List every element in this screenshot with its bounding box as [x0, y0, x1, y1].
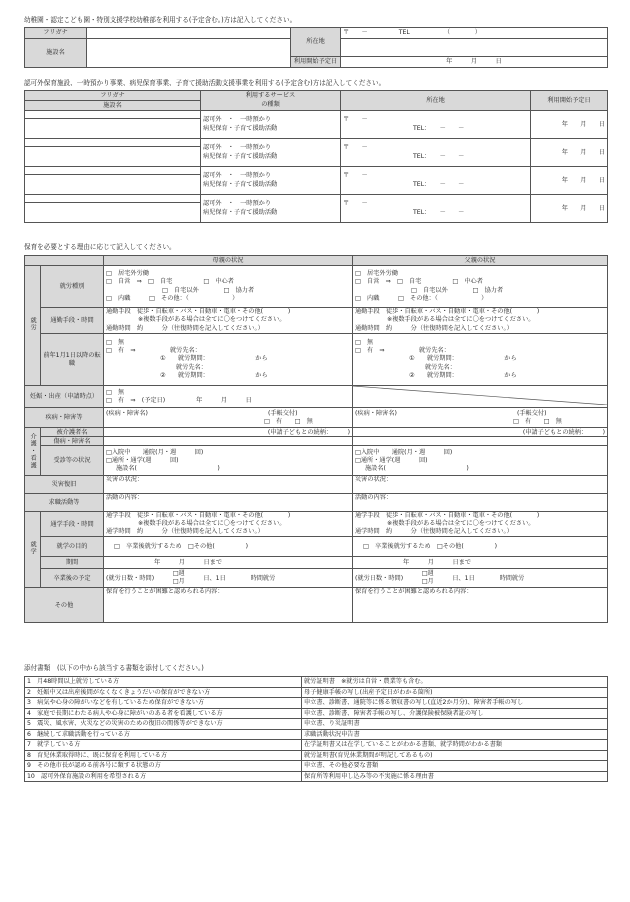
father-caree[interactable]: (申請子どもとの続柄： )	[353, 428, 608, 437]
father-kara-1: から	[504, 355, 517, 363]
s2-r2-postal: 〒 －	[343, 144, 368, 152]
furigana-label: フリガナ	[25, 28, 87, 39]
section1-heading: 幼稚園・認定こども園・特別支援学校幼稚部を利用する(予定含む。)方は記入してください。	[24, 16, 297, 24]
father-disaster[interactable]: 災害の状況：	[353, 476, 608, 494]
mother-sc-time[interactable]: 約 分（往復時間を記入してください。）	[136, 528, 264, 536]
section3-heading: 保育を必要とする理由に応じて記入してください。	[24, 243, 176, 251]
s2-facility-label: 施設名	[25, 101, 201, 111]
start-date-input[interactable]: 年 月 日	[341, 57, 608, 68]
attachment-row	[25, 750, 608, 761]
s2-r3-service-b: 病児保育・子育て援助活動	[203, 180, 278, 188]
attachment-document: 申立書、その他必要な書類	[302, 761, 608, 772]
mother-commute-options[interactable]: 徒歩・自転車・バス・自動車・電車・その他( )	[136, 308, 291, 316]
father-change-yes[interactable]: □ 有 ⇒	[355, 347, 385, 355]
father-pregnancy-na	[353, 386, 608, 408]
father-prev-period-1: 就労期間：	[426, 355, 455, 363]
disaster-label: 災害復旧	[25, 476, 104, 494]
start-date-label-text: 利用開始予定日	[293, 58, 338, 66]
father-sc-note: ※複数手段がある場合は全てに〇をつけてください。	[387, 520, 535, 528]
school-label	[25, 512, 41, 588]
father-facility-use[interactable]: □通所・通学(週 回)	[355, 456, 428, 464]
mother-jobhunt[interactable]: 活動の内容：	[104, 494, 353, 512]
school-period-label: 期間	[41, 557, 104, 569]
mother-option-piecework[interactable]: □ 内職	[106, 294, 131, 302]
unlicensed-section	[24, 90, 608, 223]
service-type-label-2: の種類	[261, 100, 280, 108]
s2-r2-service[interactable]	[201, 139, 341, 167]
attachment-document: 就労証明書 ※就労は自営・農業等も含む。	[302, 677, 608, 688]
mother-sc-options[interactable]: 徒歩・自転車・バス・自動車・電車・その他( )	[136, 512, 291, 520]
father-prev-name-2: 就労先名：	[425, 363, 456, 371]
father-illness[interactable]	[353, 408, 608, 428]
mother-caree[interactable]: (申請子どもとの続柄： )	[104, 428, 353, 437]
mother-option-chief[interactable]: □ 中心者	[203, 278, 234, 286]
attachment-row	[25, 719, 608, 730]
service-type-label-1: 利用するサービス	[245, 92, 296, 100]
illness-label: 疾病・障害等	[25, 408, 104, 428]
attachment-document: 申立書、り災証明書	[302, 719, 608, 730]
father-sc-time-label: 通学時間	[355, 528, 380, 536]
mother-facility-name[interactable]: 施設名( )	[116, 464, 220, 472]
mother-commute-time-label: 通勤時間	[106, 324, 131, 332]
mother-handbook: (手帳交付)	[267, 409, 298, 417]
father-after-graduation[interactable]	[353, 569, 608, 588]
father-after-hours: 時間就労	[499, 575, 525, 583]
mother-option-self[interactable]: □ 自営 ⇒	[106, 278, 142, 286]
father-commute[interactable]	[353, 308, 608, 334]
mother-pregnancy[interactable]	[104, 386, 353, 408]
father-kara-2: から	[504, 371, 517, 379]
s2-r1-service-a: 認可外 ・ 一時預かり	[203, 116, 272, 124]
mother-circ-1: ①	[160, 355, 166, 363]
mother-commute-time[interactable]: 約 分（往復時間を記入してください。）	[136, 324, 264, 332]
attachment-reason: 3 病気や心身の障がいなどを有しているため保育ができない方	[25, 698, 302, 709]
location-label: 所在地	[291, 28, 341, 57]
employment-label-text: 就労	[29, 317, 37, 332]
attachment-document: 就労証明書(育児休業期間が明記してあるもの)	[302, 750, 608, 761]
mother-other[interactable]: 保育を行うことが困難と認められる内容：	[104, 588, 353, 623]
school-purpose-label: 就学の目的	[41, 537, 104, 557]
attachment-reason: 2 妊娠中又は出産後間がなくなくきょうだいの保育ができない方	[25, 687, 302, 698]
attachment-row	[25, 729, 608, 740]
father-hosp[interactable]: □入院中 通院(月・週 回)	[355, 448, 453, 456]
commute-label: 通勤手段・時間	[41, 308, 104, 334]
mother-care-status[interactable]	[104, 446, 353, 476]
mother-disease[interactable]	[104, 437, 353, 446]
mother-option-outside[interactable]: □ 居宅外労働	[106, 270, 149, 278]
reason-blank-header	[25, 256, 104, 266]
other-label: その他	[25, 588, 104, 623]
attachment-row	[25, 677, 608, 688]
mother-kara-1: から	[255, 355, 268, 363]
mother-after-week[interactable]: □週	[172, 570, 185, 578]
father-handbook: (手帳交付)	[516, 409, 547, 417]
postal-mark: 〒 －	[343, 29, 368, 37]
job-change-label: 前年1月1日以降の転職	[41, 334, 104, 386]
mother-prev-period-2: 就労期間：	[177, 371, 206, 379]
s2-location-label: 所在地	[341, 91, 531, 111]
s2-r3-service[interactable]	[201, 167, 341, 195]
mother-hosp[interactable]: □入院中 通院(月・週 回)	[106, 448, 204, 456]
attachments-section	[24, 676, 608, 782]
s2-r1-furigana[interactable]	[25, 111, 201, 119]
preg-none[interactable]: □ 無	[106, 388, 125, 396]
father-change-none[interactable]: □ 無	[355, 339, 374, 347]
mother-after-days: (就労日数・時間)	[106, 575, 155, 583]
attachment-row	[25, 761, 608, 772]
father-header: 父親の状況	[353, 256, 608, 266]
father-work-type[interactable]	[353, 266, 608, 308]
father-handbook-options[interactable]: □ 有 □ 無	[513, 417, 562, 425]
mother-option-home[interactable]: □ 自宅	[147, 278, 173, 286]
father-after-days: (就労日数・時間)	[355, 575, 404, 583]
father-option-helper[interactable]: □ 協力者	[472, 286, 504, 294]
attachment-document: 保育所等利用申し込み等の不実施に係る理由書	[302, 771, 608, 782]
father-option-self[interactable]: □ 自営 ⇒	[355, 278, 391, 286]
father-commute-means-label: 通勤手段	[355, 308, 380, 316]
work-type-label: 就労種別	[41, 266, 104, 308]
mother-after-day: 日、1日	[203, 575, 226, 583]
address-input[interactable]	[341, 39, 608, 57]
attachment-row	[25, 698, 608, 709]
attachment-row	[25, 740, 608, 751]
s2-r3-postal: 〒 －	[343, 172, 368, 180]
mother-job-change[interactable]	[104, 334, 353, 386]
care-label-text: 介護・看護	[29, 432, 37, 469]
father-care-status[interactable]	[353, 446, 608, 476]
s2-r2-service-a: 認可外 ・ 一時預かり	[203, 144, 272, 152]
s2-r3-facility[interactable]	[25, 175, 201, 195]
attachment-reason: 6 継続して求職活動を行っている方	[25, 729, 302, 740]
s2-r2-service-b: 病児保育・子育て援助活動	[203, 152, 278, 160]
attachment-reason: 10 認可外保育施設の利用を希望される方	[25, 771, 302, 782]
s2-r4-date[interactable]: 年 月 日	[531, 195, 608, 223]
care-status-label: 受診等の状況	[41, 446, 104, 476]
s2-r4-furigana[interactable]	[25, 195, 201, 203]
s2-furigana-label: フリガナ	[25, 91, 201, 101]
s2-r4-service-a: 認可外 ・ 一時預かり	[203, 200, 272, 208]
mother-circ-2: ②	[160, 371, 166, 379]
facility-name-label: 施設名	[25, 39, 87, 68]
attachment-reason: 7 就学している方	[25, 740, 302, 751]
father-other[interactable]: 保育を行うことが困難と認められる内容：	[353, 588, 608, 623]
mother-prev-period-1: 就労期間：	[177, 355, 206, 363]
father-school-period[interactable]: 年 月 日まで	[353, 557, 608, 569]
mother-school-purpose[interactable]: □ 卒業後就労するため □その他( )	[104, 537, 353, 557]
s2-r2-address[interactable]	[341, 139, 531, 167]
mother-commute[interactable]	[104, 308, 353, 334]
location-line[interactable]	[341, 28, 608, 39]
father-school-purpose[interactable]: □ 卒業後就労するため □その他( )	[353, 537, 608, 557]
s2-r4-facility[interactable]	[25, 203, 201, 223]
mother-commute-note: ※複数手段がある場合は全てに〇をつけてください。	[138, 316, 286, 324]
mother-prev-name-1: 就労先名：	[169, 347, 201, 355]
disease-label: 傷病・障害名	[41, 437, 104, 446]
father-option-home[interactable]: □ 自宅	[396, 278, 422, 286]
attachment-row	[25, 708, 608, 719]
father-after-day: 日、1日	[452, 575, 475, 583]
father-option-piecework[interactable]: □ 内職	[355, 294, 380, 302]
s2-r1-date[interactable]: 年 月 日	[531, 111, 608, 139]
father-circ-2: ②	[409, 371, 415, 379]
mother-illness[interactable]	[104, 408, 353, 428]
attachment-reason: 1 月48時間以上就労している方	[25, 677, 302, 688]
attachment-document: 求職活動状況申告書	[302, 729, 608, 740]
furigana-input[interactable]	[87, 28, 291, 39]
attachment-document: 申立書、診断書、障害者手帳の写し、介護保険被保険者証の写し	[302, 708, 608, 719]
facility-name-input[interactable]	[87, 39, 291, 68]
s2-r1-service[interactable]	[201, 111, 341, 139]
father-job-change[interactable]	[353, 334, 608, 386]
father-jobhunt[interactable]: 活動の内容：	[353, 494, 608, 512]
s2-r1-postal: 〒 －	[343, 116, 368, 124]
s2-r3-furigana[interactable]	[25, 167, 201, 175]
mother-option-helper[interactable]: □ 協力者	[223, 286, 255, 294]
school-commute-label: 通学手段・時間	[41, 512, 104, 537]
attachment-reason: 4 家庭で長期にわたる病人や心身に障がいのある者を看護している方	[25, 708, 302, 719]
mother-kara-2: から	[255, 371, 268, 379]
attachment-reason: 8 育児休業取得時に、既に保育を利用している方	[25, 750, 302, 761]
s2-r2-furigana[interactable]	[25, 139, 201, 147]
pregnancy-label: 妊娠・出産（申請時点）	[25, 386, 104, 408]
s2-r4-service[interactable]	[201, 195, 341, 223]
father-circ-1: ①	[409, 355, 415, 363]
after-graduation-label: 卒業後の予定	[41, 569, 104, 588]
start-date-label	[291, 57, 341, 68]
mother-work-type[interactable]	[104, 266, 353, 308]
attachment-document: 申立書、診断書、通院等に係る領収書の写し(直近2か月分)、障害者手帳の写し	[302, 698, 608, 709]
mother-after-hours: 時間就労	[250, 575, 276, 583]
s2-r1-tel: TEL： － －	[413, 124, 465, 132]
father-option-other[interactable]: □ その他：（ ）	[397, 294, 488, 302]
father-school-commute[interactable]	[353, 512, 608, 537]
father-option-chief[interactable]: □ 中心者	[452, 278, 483, 286]
s2-r2-date[interactable]: 年 月 日	[531, 139, 608, 167]
care-label	[25, 428, 41, 476]
s2-r2-facility[interactable]	[25, 147, 201, 167]
s2-r3-service-a: 認可外 ・ 一時預かり	[203, 172, 272, 180]
na-diagonal-icon	[353, 386, 607, 405]
s2-r3-address[interactable]	[341, 167, 531, 195]
kindergarten-section	[24, 27, 608, 68]
mother-after-graduation[interactable]	[104, 569, 353, 588]
father-after-week[interactable]: □週	[421, 570, 434, 578]
mother-change-yes[interactable]: □ 有 ⇒	[106, 347, 136, 355]
preg-yes[interactable]: □ 有 ⇒ (予定日) 年 月 日	[106, 396, 252, 404]
reason-section	[24, 255, 608, 623]
s2-r4-tel: TEL： － －	[413, 208, 465, 216]
mother-school-period[interactable]: 年 月 日まで	[104, 557, 353, 569]
s2-r1-facility[interactable]	[25, 119, 201, 139]
father-sc-means-label: 通学手段	[355, 512, 380, 520]
father-prev-period-2: 就労期間：	[426, 371, 455, 379]
jobhunt-label: 求職活動等	[25, 494, 104, 512]
mother-sc-note: ※複数手段がある場合は全てに〇をつけてください。	[138, 520, 286, 528]
father-commute-options[interactable]: 徒歩・自転車・バス・自動車・電車・その他( )	[385, 308, 540, 316]
father-option-away[interactable]: □ 自宅以外	[411, 286, 448, 294]
caree-label: 被介護者名	[41, 428, 104, 437]
father-sc-options[interactable]: 徒歩・自転車・バス・自動車・電車・その他( )	[385, 512, 540, 520]
father-commute-note: ※複数手段がある場合は全てに〇をつけてください。	[387, 316, 535, 324]
mother-header: 母親の状況	[104, 256, 353, 266]
father-prev-name-1: 就労先名：	[418, 347, 450, 355]
mother-illness-name: (疾病・障害名)	[106, 409, 148, 417]
s2-r4-postal: 〒 －	[343, 200, 368, 208]
mother-school-commute[interactable]	[104, 512, 353, 537]
mother-change-none[interactable]: □ 無	[106, 339, 125, 347]
attachment-reason: 9 その他市長が認める前各号に類する状態の方	[25, 761, 302, 772]
attachment-row	[25, 687, 608, 698]
s2-r2-tel: TEL： － －	[413, 152, 465, 160]
mother-option-other[interactable]: □ その他：（ ）	[148, 294, 239, 302]
s2-r1-address[interactable]	[341, 111, 531, 139]
s2-r1-service-b: 病児保育・子育て援助活動	[203, 124, 278, 132]
section2-heading: 認可外保育施設、一時預かり事業、病児保育事業、子育て援助活動支援事業を利用する(予定含む)方は記入してください。	[24, 79, 386, 87]
mother-prev-name-2: 就労先名：	[176, 363, 207, 371]
mother-commute-means-label: 通勤手段	[106, 308, 131, 316]
father-illness-name: (疾病・障害名)	[355, 409, 397, 417]
section4-heading: 添付書類 (以下の中から該当する書類を添付してください。)	[24, 664, 204, 672]
tel-field: TEL （ ）	[398, 29, 481, 37]
father-disease[interactable]	[353, 437, 608, 446]
mother-sc-means-label: 通学手段	[106, 512, 131, 520]
father-after-month[interactable]: □月	[421, 578, 434, 586]
s2-r4-address[interactable]	[341, 195, 531, 223]
mother-facility-use[interactable]: □通所・通学(週 回)	[106, 456, 179, 464]
service-type-label	[201, 91, 341, 111]
attachment-document: 在学証明書又は在学していることがわかる書類、就学時間がわかる書類	[302, 740, 608, 751]
s2-r3-tel: TEL： － －	[413, 180, 465, 188]
mother-after-month[interactable]: □月	[172, 578, 185, 586]
attachment-document: 母子健康手帳の写し(出産予定日がわかる箇所)	[302, 687, 608, 698]
s2-r4-service-b: 病児保育・子育て援助活動	[203, 208, 278, 216]
mother-disaster[interactable]: 災害の状況：	[104, 476, 353, 494]
attachment-row	[25, 771, 608, 782]
father-option-outside[interactable]: □ 居宅外労働	[355, 270, 398, 278]
school-label-text: 就学	[29, 541, 37, 556]
mother-sc-time-label: 通学時間	[106, 528, 131, 536]
father-commute-time[interactable]: 約 分（往復時間を記入してください。）	[385, 324, 513, 332]
father-commute-time-label: 通勤時間	[355, 324, 380, 332]
father-sc-time[interactable]: 約 分（往復時間を記入してください。）	[385, 528, 513, 536]
father-facility-name[interactable]: 施設名( )	[365, 464, 469, 472]
s2-start-label: 利用開始予定日	[531, 91, 608, 111]
attachment-reason: 5 震災、風水害、火災などの災害のための復旧の関係等ができない方	[25, 719, 302, 730]
employment-label	[25, 266, 41, 386]
s2-r3-date[interactable]: 年 月 日	[531, 167, 608, 195]
mother-option-away[interactable]: □ 自宅以外	[162, 286, 199, 294]
mother-handbook-options[interactable]: □ 有 □ 無	[264, 417, 313, 425]
